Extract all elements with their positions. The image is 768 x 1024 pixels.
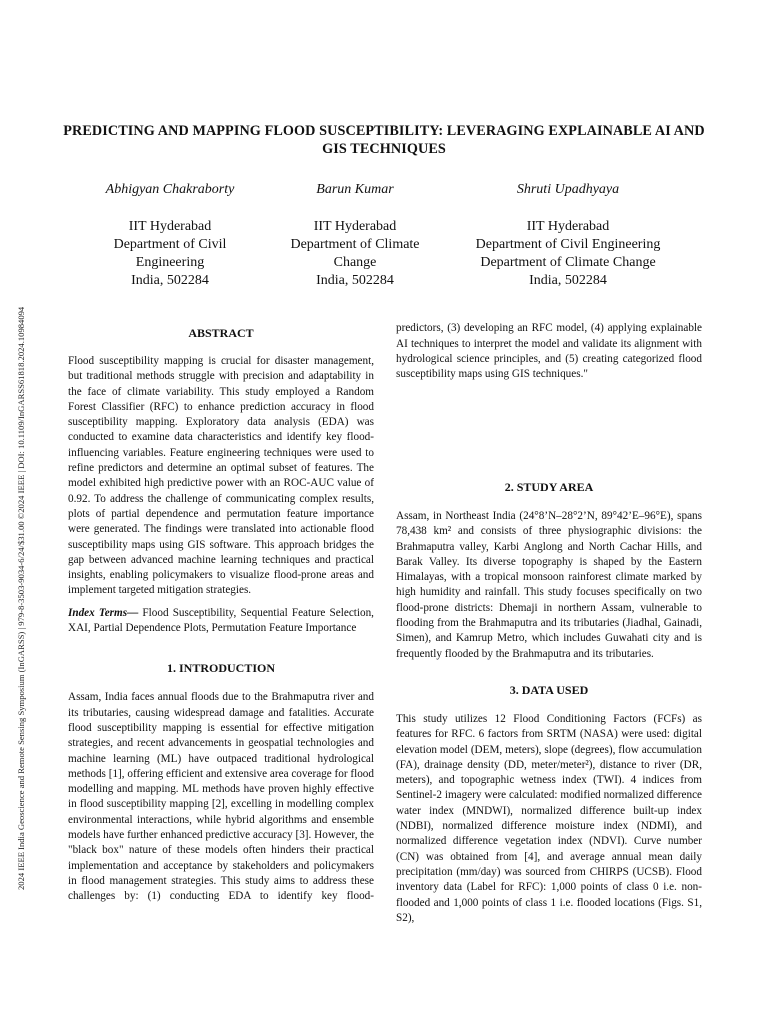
author-affiliation: India, 502284 (131, 273, 209, 288)
author-block-2 (275, 181, 435, 290)
data-used-heading: 3. DATA USED (509, 682, 589, 697)
data-used-text: This study utilizes 12 Flood Conditioning Factors (FCFs) as features for RFC. 6 factors from SRTM (NASA) were used: digital elevation model (DEM, meters), slope (degrees), flow accumulation (FA), drainage density (DD, meter/meter²), distance to river (DR, meters), and topographic wetness index (TWI). 4 indices from Sentinel-2 imagery were calculated: modified normalized difference water index (MNDWI), normalized difference built-up index (NDBI), normalized difference moisture index (NDMI), and normalized difference vegetation index (NDVI). Curve number (CN) was obtained from [4], and average annual mean daily precipitation (mm/day) was sourced from CHIRPS (UCSB). Flood inventory data (Label for RFC): 1,000 points of class 0 i.e. non-flooded and 1,000 points of class 1 i.e. flooded locations (Figs. S1, S2), (396, 712, 702, 924)
author-affiliation: Engineering (135, 255, 205, 270)
study-area-text: Assam, in Northeast India (24°8’N–28°2’N, 89°42’E–96°E), spans 78,438 km² and consists of three physiographic divisions: the Brahmaputra valley, Karbi Anglong and North Cachar Hills, and Barak Valley. Its diverse topography is shaped by the Eastern Himalayas, with a tropical monsoon rainforest climate marked by high humidity and rainfall. This study focuses specifically on two flood-prone districts: Dhemaji in northern Assam, vulnerable to flooding from the Brahmaputra and its tributaries (Jiadhal, Gainadi, Simen), and Kamrup Metro, which includes Guwahati city and is frequently flooded by the Brahmaputra and its tributaries. (396, 510, 702, 660)
author-affiliation: IIT Hyderabad (128, 219, 212, 234)
author-name: Shruti Upadhyaya (516, 182, 620, 197)
abstract-heading: ABSTRACT (188, 326, 254, 340)
author-block-1 (80, 181, 260, 290)
author-affiliation: Department of Climate (290, 237, 420, 252)
author-affiliation: Change (333, 255, 377, 270)
abstract-text: Flood susceptibility mapping is crucial for disaster management, but traditional methods struggle with precision and adaptability in the face of climate variability. This study employed a Random Forest Classifier (RFC) to enhance prediction accuracy in flood susceptibility mapping. Exploratory data analysis (EDA) was conducted to examine data characteristics and identify key flood-influencing variables. Feature engineering techniques were used to refine predictors and determine an optimal subset of features. The model exhibited high predictive power with an ROC-AUC value of 0.92. To address the challenge of communicating complex results, plots of partial dependence and permutation feature importance were generated. The findings were translated into actionable flood susceptibility maps using GIS software. This approach bridges the gap between advanced machine learning techniques and practical insights, enabling policymakers to visualize flood-prone areas and implement targeted mitigation strategies. (68, 355, 374, 597)
author-affiliation: IIT Hyderabad (526, 219, 610, 234)
author-block-3 (458, 181, 678, 290)
study-area-heading: 2. STUDY AREA (504, 480, 594, 494)
index-terms-label: Index Terms— (68, 606, 139, 619)
paper-title: PREDICTING AND MAPPING FLOOD SUSCEPTIBILITY: LEVERAGING EXPLAINABLE AI AND GIS TECHNIQUES (63, 123, 705, 157)
left-column (68, 322, 374, 903)
author-affiliation: Department of Climate Change (480, 255, 656, 270)
introduction-continued (396, 322, 702, 459)
author-name: Barun Kumar (316, 182, 394, 197)
author-affiliation: IIT Hyderabad (313, 219, 397, 234)
doi-sidebar (8, 160, 24, 890)
introduction-continued-text: predictors, (3) developing an RFC model, (4) applying explainable AI techniques to interpret the model and validate its alignment with hydrological science principles, and (5) creating categorized flood susceptibility maps using GIS techniques." (396, 322, 702, 381)
doi-sidebar-text: 2024 IEEE India Geoscience and Remote Sensing Symposium (InGARSS) | 979-8-3503-9034-6/24/$31.00 ©2024 IEEE | DOI: 10.1109/InGARSS61818.2024.10984094 (16, 306, 26, 890)
introduction-text: Assam, India faces annual floods due to the Brahmaputra river and its tributaries, causing widespread damage and fatalities. Accurate flood susceptibility mapping is essential for effective mitigation strategies, and recent advancements in geospatial technologies and machine learning (ML) have outpaced traditional hydrological methods [1], offering efficient and extensive area coverage for flood modelling and mapping. ML methods have proven highly effective in flood susceptibility mapping [2], excelling in modelling complex environmental interactions, while hybrid algorithms and ensemble models have further enhanced predictive accuracy [3]. However, the "black box" nature of these models often hinders their practical implementation and acceptance by stakeholders and policymakers in flood management strategies. This study aims to address these challenges by: (1) conducting EDA to identify key flood- (68, 691, 374, 903)
author-name: Abhigyan Chakraborty (105, 182, 235, 197)
index-terms-text: Flood Susceptibility, Sequential Feature Selection, XAI, Partial Dependence Plots, Permutation Feature Importance (68, 606, 374, 635)
author-affiliation: India, 502284 (316, 273, 394, 288)
author-affiliation: India, 502284 (529, 273, 607, 288)
author-affiliation: Department of Civil (113, 237, 227, 252)
introduction-heading: 1. INTRODUCTION (166, 661, 275, 676)
index-terms (68, 606, 374, 637)
author-affiliation: Department of Civil Engineering (475, 237, 661, 252)
right-column (396, 322, 702, 926)
